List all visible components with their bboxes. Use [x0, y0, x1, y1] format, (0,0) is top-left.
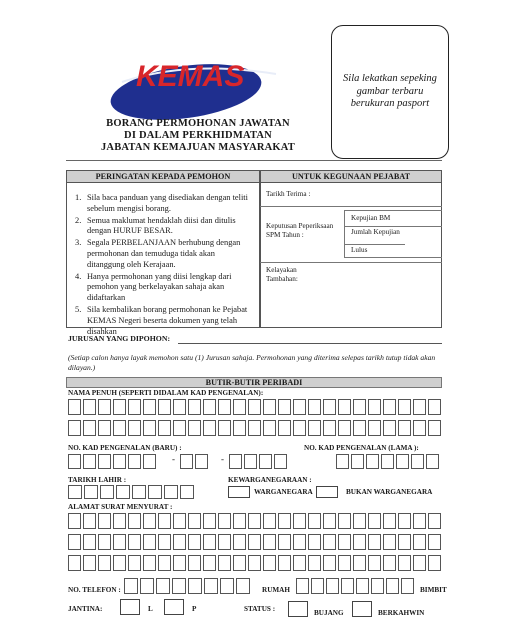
entry-box[interactable] [218, 555, 231, 571]
entry-box[interactable] [68, 555, 81, 571]
phone-boxes[interactable] [124, 578, 252, 594]
entry-box[interactable] [396, 454, 409, 469]
entry-box[interactable] [188, 534, 201, 550]
header-divider [66, 160, 442, 161]
entry-box[interactable] [338, 534, 351, 550]
entry-box[interactable] [278, 534, 291, 550]
entry-box[interactable] [98, 555, 111, 571]
gender-female-checkbox[interactable] [164, 599, 184, 615]
entry-box[interactable] [278, 555, 291, 571]
personal-details-heading: BUTIR-BUTIR PERIBADI [66, 377, 442, 388]
address-boxes-row-2[interactable] [68, 534, 443, 550]
entry-box[interactable] [368, 399, 381, 415]
entry-box[interactable] [311, 578, 324, 594]
full-name-boxes-row-2[interactable] [68, 420, 443, 436]
entry-box[interactable] [413, 399, 426, 415]
entry-box[interactable] [248, 513, 261, 529]
entry-box[interactable] [401, 578, 414, 594]
spm-row-kepujian-bm: Kepujian BM [345, 211, 442, 227]
entry-box[interactable] [368, 420, 381, 436]
photo-instruction: Sila lekatkan sepeking gambar terbaru berukuran pasport [343, 73, 437, 110]
gender-label: JANTINA: [68, 605, 103, 613]
entry-box[interactable] [248, 534, 261, 550]
entry-box[interactable] [383, 555, 396, 571]
dob-label: TARIKH LAHIR : [68, 476, 127, 484]
entry-box[interactable] [248, 399, 261, 415]
entry-box[interactable] [158, 513, 171, 529]
status-single-label: BUJANG [314, 609, 344, 617]
title-line-1: BORANG PERMOHONAN JAWATAN [106, 118, 290, 129]
entry-box[interactable] [100, 485, 114, 499]
entry-box[interactable] [173, 513, 186, 529]
entry-box[interactable] [338, 513, 351, 529]
entry-box[interactable] [338, 399, 351, 415]
instructions-heading: PERINGATAN KEPADA PEMOHON [67, 171, 259, 183]
entry-box[interactable] [188, 578, 202, 594]
entry-box[interactable] [132, 485, 146, 499]
title-line-3: JABATAN KEMAJUAN MASYARAKAT [100, 142, 295, 153]
entry-box[interactable] [218, 399, 231, 415]
phone-label: NO. TELEFON : [68, 586, 121, 594]
entry-box[interactable] [293, 399, 306, 415]
office-divider [260, 262, 442, 263]
instruction-item: 3. Segala PERBELANJAAN berhubung dengan permohonan dan temuduga tidak akan ditanggung oleh Kerajaan. [75, 238, 241, 269]
entry-box[interactable] [353, 555, 366, 571]
gender-female-label: P [192, 605, 197, 613]
entry-box[interactable] [156, 578, 170, 594]
entry-box[interactable] [98, 534, 111, 550]
entry-box[interactable] [336, 454, 349, 469]
entry-box[interactable] [413, 513, 426, 529]
entry-box[interactable] [398, 399, 411, 415]
entry-box[interactable] [293, 513, 306, 529]
entry-box[interactable] [233, 555, 246, 571]
entry-box[interactable] [143, 534, 156, 550]
entry-box[interactable] [366, 454, 379, 469]
entry-box[interactable] [426, 454, 439, 469]
instructions-list [67, 183, 259, 337]
spm-results-table [344, 210, 442, 258]
entry-box[interactable] [113, 420, 126, 436]
entry-box[interactable] [128, 420, 141, 436]
entry-box[interactable] [143, 555, 156, 571]
entry-box[interactable] [233, 420, 246, 436]
entry-box[interactable] [428, 399, 441, 415]
entry-box[interactable] [68, 485, 82, 499]
entry-box[interactable] [308, 534, 321, 550]
entry-box[interactable] [68, 454, 81, 469]
entry-box[interactable] [353, 513, 366, 529]
entry-box[interactable] [229, 454, 242, 469]
entry-box[interactable] [173, 420, 186, 436]
entry-box[interactable] [263, 513, 276, 529]
entry-box[interactable] [188, 513, 201, 529]
non-citizen-option-label: BUKAN WARGANEGARA [346, 488, 433, 496]
entry-box[interactable] [368, 513, 381, 529]
entry-box[interactable] [203, 534, 216, 550]
entry-box[interactable] [83, 399, 96, 415]
entry-box[interactable] [338, 555, 351, 571]
entry-box[interactable] [83, 513, 96, 529]
citizen-option-label: WARGANEGARA [254, 488, 313, 496]
entry-box[interactable] [203, 555, 216, 571]
entry-box[interactable] [308, 399, 321, 415]
entry-box[interactable] [218, 534, 231, 550]
entry-box[interactable] [203, 399, 216, 415]
entry-box[interactable] [113, 399, 126, 415]
full-name-boxes-row-1[interactable] [68, 399, 443, 415]
entry-box[interactable] [278, 399, 291, 415]
entry-box[interactable] [293, 420, 306, 436]
entry-box[interactable] [428, 534, 441, 550]
full-name-label: NAMA PENUH (SEPERTI DIDALAM KAD PENGENALAN): [68, 389, 264, 397]
entry-box[interactable] [263, 534, 276, 550]
entry-box[interactable] [218, 420, 231, 436]
entry-box[interactable] [173, 399, 186, 415]
entry-box[interactable] [143, 513, 156, 529]
entry-box[interactable] [274, 454, 287, 469]
entry-box[interactable] [293, 534, 306, 550]
ic-new-boxes-part-1[interactable] [68, 454, 158, 469]
entry-box[interactable] [180, 485, 194, 499]
entry-box[interactable] [398, 555, 411, 571]
instruction-item: 4. Hanya permohonan yang diisi lengkap dari pemohon yang berkelayakan sahaja akan didaftarkan [75, 271, 232, 303]
entry-box[interactable] [233, 399, 246, 415]
entry-box[interactable] [116, 485, 130, 499]
entry-box[interactable] [323, 555, 336, 571]
entry-box[interactable] [158, 534, 171, 550]
entry-box[interactable] [98, 420, 111, 436]
entry-box[interactable] [413, 534, 426, 550]
entry-box[interactable] [351, 454, 364, 469]
entry-box[interactable] [188, 399, 201, 415]
status-label: STATUS : [244, 605, 276, 613]
entry-box[interactable] [248, 555, 261, 571]
entry-box[interactable] [413, 555, 426, 571]
ic-dash: - [172, 454, 175, 464]
entry-box[interactable] [383, 513, 396, 529]
gender-male-label: L [148, 605, 153, 613]
address-boxes-row-3[interactable] [68, 555, 443, 571]
entry-box[interactable] [383, 534, 396, 550]
entry-box[interactable] [158, 420, 171, 436]
entry-box[interactable] [83, 555, 96, 571]
entry-box[interactable] [381, 454, 394, 469]
office-use-heading: UNTUK KEGUNAAN PEJABAT [261, 171, 441, 183]
mobile-phone-label: BIMBIT [420, 586, 447, 594]
entry-box[interactable] [263, 399, 276, 415]
entry-box[interactable] [128, 399, 141, 415]
instructions-panel [66, 170, 260, 336]
entry-box[interactable] [308, 513, 321, 529]
entry-box[interactable] [113, 454, 126, 469]
entry-box[interactable] [371, 578, 384, 594]
gender-male-checkbox[interactable] [120, 599, 140, 615]
entry-box[interactable] [413, 420, 426, 436]
entry-box[interactable] [323, 534, 336, 550]
entry-box[interactable] [113, 555, 126, 571]
entry-box[interactable] [83, 534, 96, 550]
entry-box[interactable] [296, 578, 309, 594]
address-boxes-row-1[interactable] [68, 513, 443, 529]
instruction-item: 5. Sila kembalikan borang permohonan ke Pejabat KEMAS Negeri beserta dokumen yang telah disahkan [75, 304, 248, 336]
home-phone-boxes[interactable] [296, 578, 416, 594]
entry-box[interactable] [428, 555, 441, 571]
entry-box[interactable] [428, 513, 441, 529]
entry-box[interactable] [244, 454, 257, 469]
entry-box[interactable] [148, 485, 162, 499]
entry-box[interactable] [263, 555, 276, 571]
entry-box[interactable] [84, 485, 98, 499]
entry-box[interactable] [398, 534, 411, 550]
entry-box[interactable] [338, 420, 351, 436]
entry-box[interactable] [180, 454, 193, 469]
entry-box[interactable] [323, 399, 336, 415]
entry-box[interactable] [173, 555, 186, 571]
entry-box[interactable] [383, 420, 396, 436]
entry-box[interactable] [98, 399, 111, 415]
entry-box[interactable] [278, 420, 291, 436]
entry-box[interactable] [143, 399, 156, 415]
entry-box[interactable] [278, 513, 291, 529]
entry-box[interactable] [113, 513, 126, 529]
entry-box[interactable] [143, 420, 156, 436]
entry-box[interactable] [341, 578, 354, 594]
jurusan-input-line[interactable] [178, 343, 442, 344]
entry-box[interactable] [383, 399, 396, 415]
entry-box[interactable] [140, 578, 154, 594]
date-received-label: Tarikh Terima : [266, 190, 311, 198]
spm-result-label: Keputusan Peperiksaan SPM Tahun : [266, 222, 334, 239]
citizen-checkbox[interactable] [228, 486, 250, 498]
entry-box[interactable] [353, 534, 366, 550]
entry-box[interactable] [398, 513, 411, 529]
entry-box[interactable] [158, 399, 171, 415]
logo-text: KEMAS [136, 60, 245, 93]
entry-box[interactable] [203, 420, 216, 436]
entry-box[interactable] [428, 420, 441, 436]
jurusan-label: JURUSAN YANG DIPOHON: [68, 334, 171, 343]
entry-box[interactable] [259, 454, 272, 469]
entry-box[interactable] [308, 555, 321, 571]
ic-new-boxes-part-3[interactable] [229, 454, 289, 469]
entry-box[interactable] [293, 555, 306, 571]
dob-boxes[interactable] [68, 485, 196, 499]
entry-box[interactable] [398, 420, 411, 436]
instruction-item: 1. Sila baca panduan yang disediakan dengan teliti sebelum mengisi borang. [75, 193, 248, 213]
address-label: ALAMAT SURAT MENYURAT : [68, 503, 173, 511]
ic-new-label: NO. KAD PENGENALAN (BARU) : [68, 444, 182, 452]
entry-box[interactable] [98, 513, 111, 529]
entry-box[interactable] [220, 578, 234, 594]
title-line-2: DI DALAM PERKHIDMATAN [124, 130, 272, 141]
entry-box[interactable] [128, 454, 141, 469]
entry-box[interactable] [68, 399, 81, 415]
photo-box [331, 25, 449, 159]
spm-row-jumlah-kepujian: Jumlah Kepujian [345, 227, 405, 245]
entry-box[interactable] [326, 578, 339, 594]
entry-box[interactable] [203, 513, 216, 529]
entry-box[interactable] [188, 420, 201, 436]
spm-row-lulus: Lulus [351, 246, 368, 254]
entry-box[interactable] [386, 578, 399, 594]
entry-box[interactable] [98, 454, 111, 469]
ic-dash: - [221, 454, 224, 464]
home-phone-label: RUMAH [262, 586, 290, 594]
status-married-label: BERKAHWIN [378, 609, 425, 617]
entry-box[interactable] [353, 399, 366, 415]
ic-old-label: NO. KAD PENGENALAN (LAMA ): [304, 444, 419, 452]
entry-box[interactable] [172, 578, 186, 594]
status-married-checkbox[interactable] [352, 601, 372, 617]
entry-box[interactable] [143, 454, 156, 469]
entry-box[interactable] [368, 555, 381, 571]
entry-box[interactable] [195, 454, 208, 469]
entry-box[interactable] [128, 513, 141, 529]
status-single-checkbox[interactable] [288, 601, 308, 617]
jurusan-note: (Setiap calon hanya layak memohon satu (1) Jurusan sahaja. Permohonan yang diterima selepas tarikh tutup tidak akan dilayan.) [68, 353, 436, 372]
entry-box[interactable] [353, 420, 366, 436]
entry-box[interactable] [173, 534, 186, 550]
entry-box[interactable] [68, 513, 81, 529]
entry-box[interactable] [68, 534, 81, 550]
entry-box[interactable] [218, 513, 231, 529]
entry-box[interactable] [356, 578, 369, 594]
instruction-item: 2. Semua maklumat hendaklah diisi dan ditulis dengan HURUF BESAR. [75, 215, 236, 236]
ic-old-boxes[interactable] [336, 454, 441, 469]
entry-box[interactable] [263, 420, 276, 436]
entry-box[interactable] [323, 513, 336, 529]
ic-new-boxes-part-2[interactable] [180, 454, 210, 469]
entry-box[interactable] [68, 420, 81, 436]
entry-box[interactable] [83, 420, 96, 436]
entry-box[interactable] [204, 578, 218, 594]
entry-box[interactable] [323, 420, 336, 436]
entry-box[interactable] [128, 534, 141, 550]
entry-box[interactable] [233, 534, 246, 550]
kemas-logo [108, 56, 282, 120]
entry-box[interactable] [233, 513, 246, 529]
entry-box[interactable] [164, 485, 178, 499]
entry-box[interactable] [236, 578, 250, 594]
entry-box[interactable] [83, 454, 96, 469]
entry-box[interactable] [128, 555, 141, 571]
additional-qualification-label: Kelayakan Tambahan: [266, 266, 298, 283]
entry-box[interactable] [248, 420, 261, 436]
form-title [92, 118, 304, 154]
non-citizen-checkbox[interactable] [316, 486, 338, 498]
citizenship-label: KEWARGANEGARAAN : [228, 476, 312, 484]
entry-box[interactable] [158, 555, 171, 571]
entry-box[interactable] [113, 534, 126, 550]
entry-box[interactable] [188, 555, 201, 571]
entry-box[interactable] [308, 420, 321, 436]
entry-box[interactable] [411, 454, 424, 469]
entry-box[interactable] [124, 578, 138, 594]
entry-box[interactable] [368, 534, 381, 550]
office-divider [260, 206, 442, 207]
